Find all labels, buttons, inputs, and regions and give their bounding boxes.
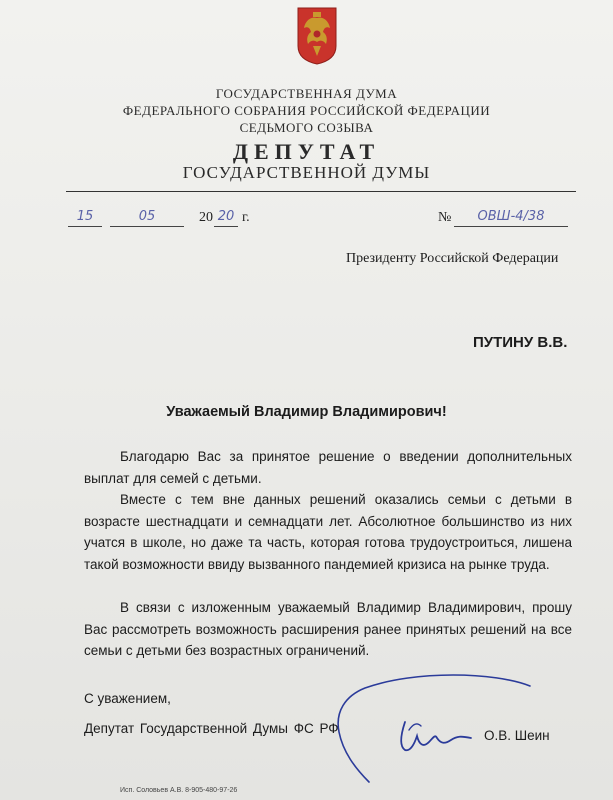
- number-value: ОВШ-4/38: [454, 210, 568, 227]
- greeting: Уважаемый Владимир Владимирович!: [166, 404, 447, 420]
- coat-of-arms-emblem: [296, 6, 338, 66]
- paragraph-2: Вместе с тем вне данных решений оказались семьи с детьми в возрасте шестнадцати и семнадцати лет. Абсолютное большинство из них учатся в школе, но даже та часть, которая готова трудоустроиться, лишена такой возможности ввиду вызванного пандемией кризиса на рынке труда.: [84, 492, 572, 572]
- closing: С уважением,: [84, 691, 171, 706]
- signatory-name: О.В. Шеин: [484, 728, 550, 743]
- executor-contact: Исп. Соловьев А.В. 8-905-480-97-26: [120, 787, 238, 794]
- date-month: 05: [110, 210, 184, 227]
- number-label: №: [438, 210, 452, 225]
- header-line-1: ГОСУДАРСТВЕННАЯ ДУМА: [215, 86, 398, 101]
- signatory-role: Депутат Государственной Думы ФС РФ: [84, 721, 339, 736]
- date-day: 15: [68, 210, 102, 227]
- date-year-unit: г.: [242, 210, 250, 225]
- header-subtitle: ГОСУДАРСТВЕННОЙ ДУМЫ: [182, 163, 431, 182]
- paragraph-1: Благодарю Вас за принятое решение о введении дополнительных выплат для семей с детьми.: [84, 449, 572, 486]
- paragraph-3: В связи с изложенным уважаемый Владимир Владимирович, прошу Вас рассмотреть возможность расширения ранее принятых решений на все семьи с детьми без возрастных ограничений.: [84, 600, 572, 658]
- date-year-prefix: 20: [199, 210, 213, 225]
- header-line-3: СЕДЬМОГО СОЗЫВА: [239, 120, 374, 135]
- header-line-2: ФЕДЕРАЛЬНОГО СОБРАНИЯ РОССИЙСКОЙ ФЕДЕРАЦИИ: [122, 103, 491, 118]
- date-year-suffix: 20: [214, 210, 238, 227]
- header-title: ДЕПУТАТ: [232, 139, 381, 164]
- addressee-line-2: ПУТИНУ В.В.: [473, 334, 568, 351]
- addressee-line-1: Президенту Российской Федерации: [346, 251, 559, 266]
- header-divider: [66, 191, 576, 192]
